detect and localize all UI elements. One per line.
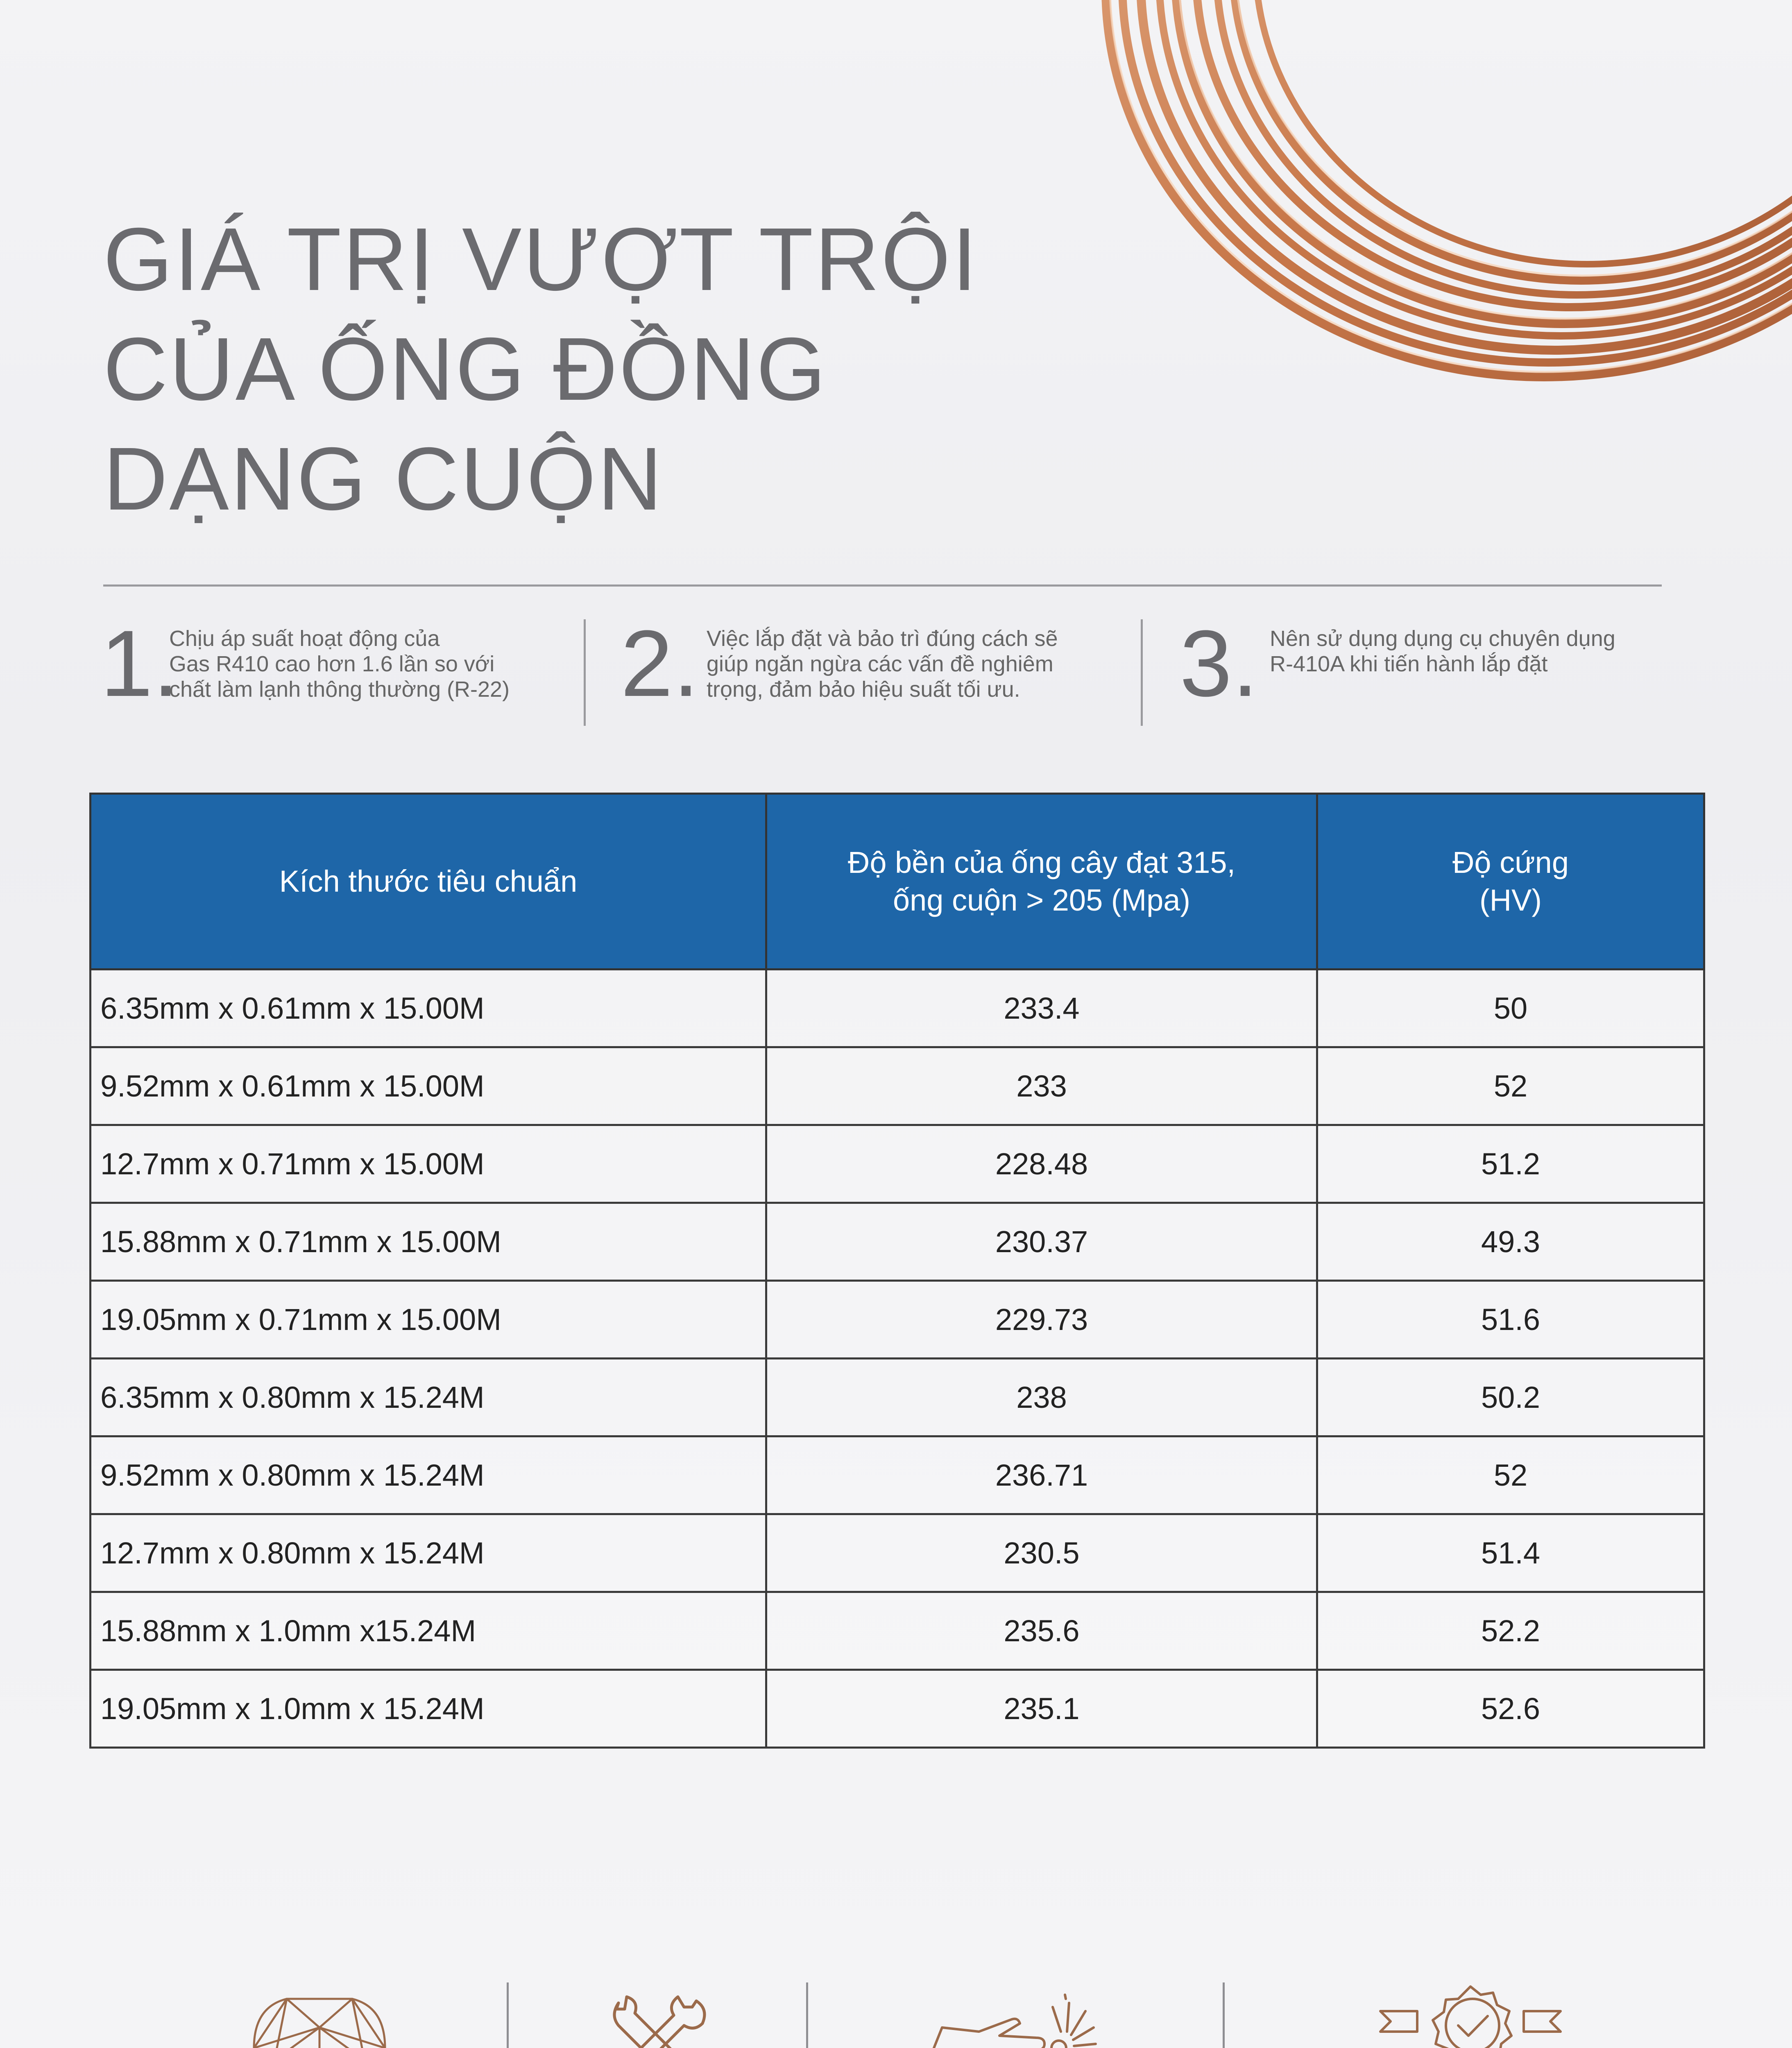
header-line: ống cuộn > 205 (Mpa) — [893, 883, 1191, 917]
size-cell: 12.7mm x 0.71mm x 15.00M — [91, 1125, 766, 1203]
table-header-row — [91, 794, 1704, 970]
note-line: Nên sử dụng dụng cụ chuyên dụng — [1270, 626, 1615, 651]
strength-cell: 238 — [766, 1359, 1317, 1436]
note-line: Việc lắp đặt và bảo trì đúng cách sẽ — [707, 626, 1058, 651]
hardness-cell: 52.6 — [1317, 1670, 1704, 1748]
note-line: trọng, đảm bảo hiệu suất tối ưu. — [707, 677, 1020, 702]
table-row — [91, 1436, 1704, 1514]
feature-separator — [1223, 1982, 1225, 2048]
strength-cell: 233.4 — [766, 970, 1317, 1047]
note-number: 2. — [621, 611, 699, 716]
hardness-cell: 50.2 — [1317, 1359, 1704, 1436]
hardness-cell: 51.4 — [1317, 1514, 1704, 1592]
table-row — [91, 970, 1704, 1047]
strength-cell: 235.1 — [766, 1670, 1317, 1748]
header-line: Kích thước tiêu chuẩn — [279, 864, 578, 898]
strength-cell: 233 — [766, 1047, 1317, 1125]
strength-cell: 230.5 — [766, 1514, 1317, 1592]
note-number: 1. — [100, 611, 179, 716]
note-2 — [621, 611, 1133, 729]
note-line: chất làm lạnh thông thường (R-22) — [169, 677, 510, 702]
table-row — [91, 1203, 1704, 1281]
hardness-cell: 52.2 — [1317, 1592, 1704, 1670]
size-cell: 6.35mm x 0.80mm x 15.24M — [91, 1359, 766, 1436]
hardness-cell: 49.3 — [1317, 1203, 1704, 1281]
note-line: Chịu áp suất hoạt động của — [169, 626, 440, 651]
header-strength — [766, 794, 1317, 970]
strength-cell: 229.73 — [766, 1281, 1317, 1359]
strength-cell: 228.48 — [766, 1125, 1317, 1203]
note-number: 3. — [1180, 611, 1258, 716]
title-line-2: CỦA ỐNG ĐỒNG — [103, 319, 827, 419]
gas-hand-icon — [930, 1987, 1110, 2048]
note-3 — [1180, 611, 1692, 729]
size-cell: 9.52mm x 0.61mm x 15.00M — [91, 1047, 766, 1125]
table-row — [91, 1592, 1704, 1670]
header-line: (HV) — [1479, 883, 1542, 917]
spec-table — [89, 793, 1705, 1749]
size-cell: 12.7mm x 0.80mm x 15.24M — [91, 1514, 766, 1592]
table-row — [91, 1514, 1704, 1592]
hardness-cell: 52 — [1317, 1436, 1704, 1514]
note-text — [169, 626, 510, 702]
wrench-screwdriver-icon — [602, 1991, 717, 2048]
table-row — [91, 1670, 1704, 1748]
feature-separator — [806, 1982, 808, 2048]
hardness-cell: 52 — [1317, 1047, 1704, 1125]
title-line-1: GIÁ TRỊ VƯỢT TRỘI — [103, 210, 979, 309]
table-row — [91, 1125, 1704, 1203]
strength-cell: 230.37 — [766, 1203, 1317, 1281]
table-row — [91, 1047, 1704, 1125]
note-line: giúp ngăn ngừa các vấn đề nghiêm — [707, 652, 1053, 676]
header-hardness — [1317, 794, 1704, 970]
title-divider — [103, 584, 1662, 587]
hardness-cell: 51.6 — [1317, 1281, 1704, 1359]
note-separator — [584, 619, 586, 726]
hardness-cell: 50 — [1317, 970, 1704, 1047]
polished-surface-icon — [250, 1991, 389, 2048]
note-separator — [1141, 619, 1143, 726]
note-text — [1270, 626, 1615, 677]
table-row — [91, 1281, 1704, 1359]
header-line: Độ bền của ống cây đạt 315, — [847, 845, 1236, 879]
strength-cell: 236.71 — [766, 1436, 1317, 1514]
feature-separator — [507, 1982, 509, 2048]
header-size — [91, 794, 766, 970]
note-line: R-410A khi tiến hành lắp đặt — [1270, 652, 1548, 676]
certified-badge-icon — [1368, 1982, 1573, 2048]
size-cell: 19.05mm x 0.71mm x 15.00M — [91, 1281, 766, 1359]
size-cell: 6.35mm x 0.61mm x 15.00M — [91, 970, 766, 1047]
hardness-cell: 51.2 — [1317, 1125, 1704, 1203]
size-cell: 15.88mm x 0.71mm x 15.00M — [91, 1203, 766, 1281]
size-cell: 15.88mm x 1.0mm x15.24M — [91, 1592, 766, 1670]
note-line: Gas R410 cao hơn 1.6 lần so với — [169, 652, 495, 676]
note-text — [707, 626, 1058, 702]
note-1 — [100, 611, 571, 729]
page-title — [103, 205, 1045, 534]
header-line: Độ cứng — [1452, 845, 1569, 879]
title-line-3: DẠNG CUỘN — [103, 429, 664, 529]
table-row — [91, 1359, 1704, 1436]
size-cell: 9.52mm x 0.80mm x 15.24M — [91, 1436, 766, 1514]
strength-cell: 235.6 — [766, 1592, 1317, 1670]
size-cell: 19.05mm x 1.0mm x 15.24M — [91, 1670, 766, 1748]
